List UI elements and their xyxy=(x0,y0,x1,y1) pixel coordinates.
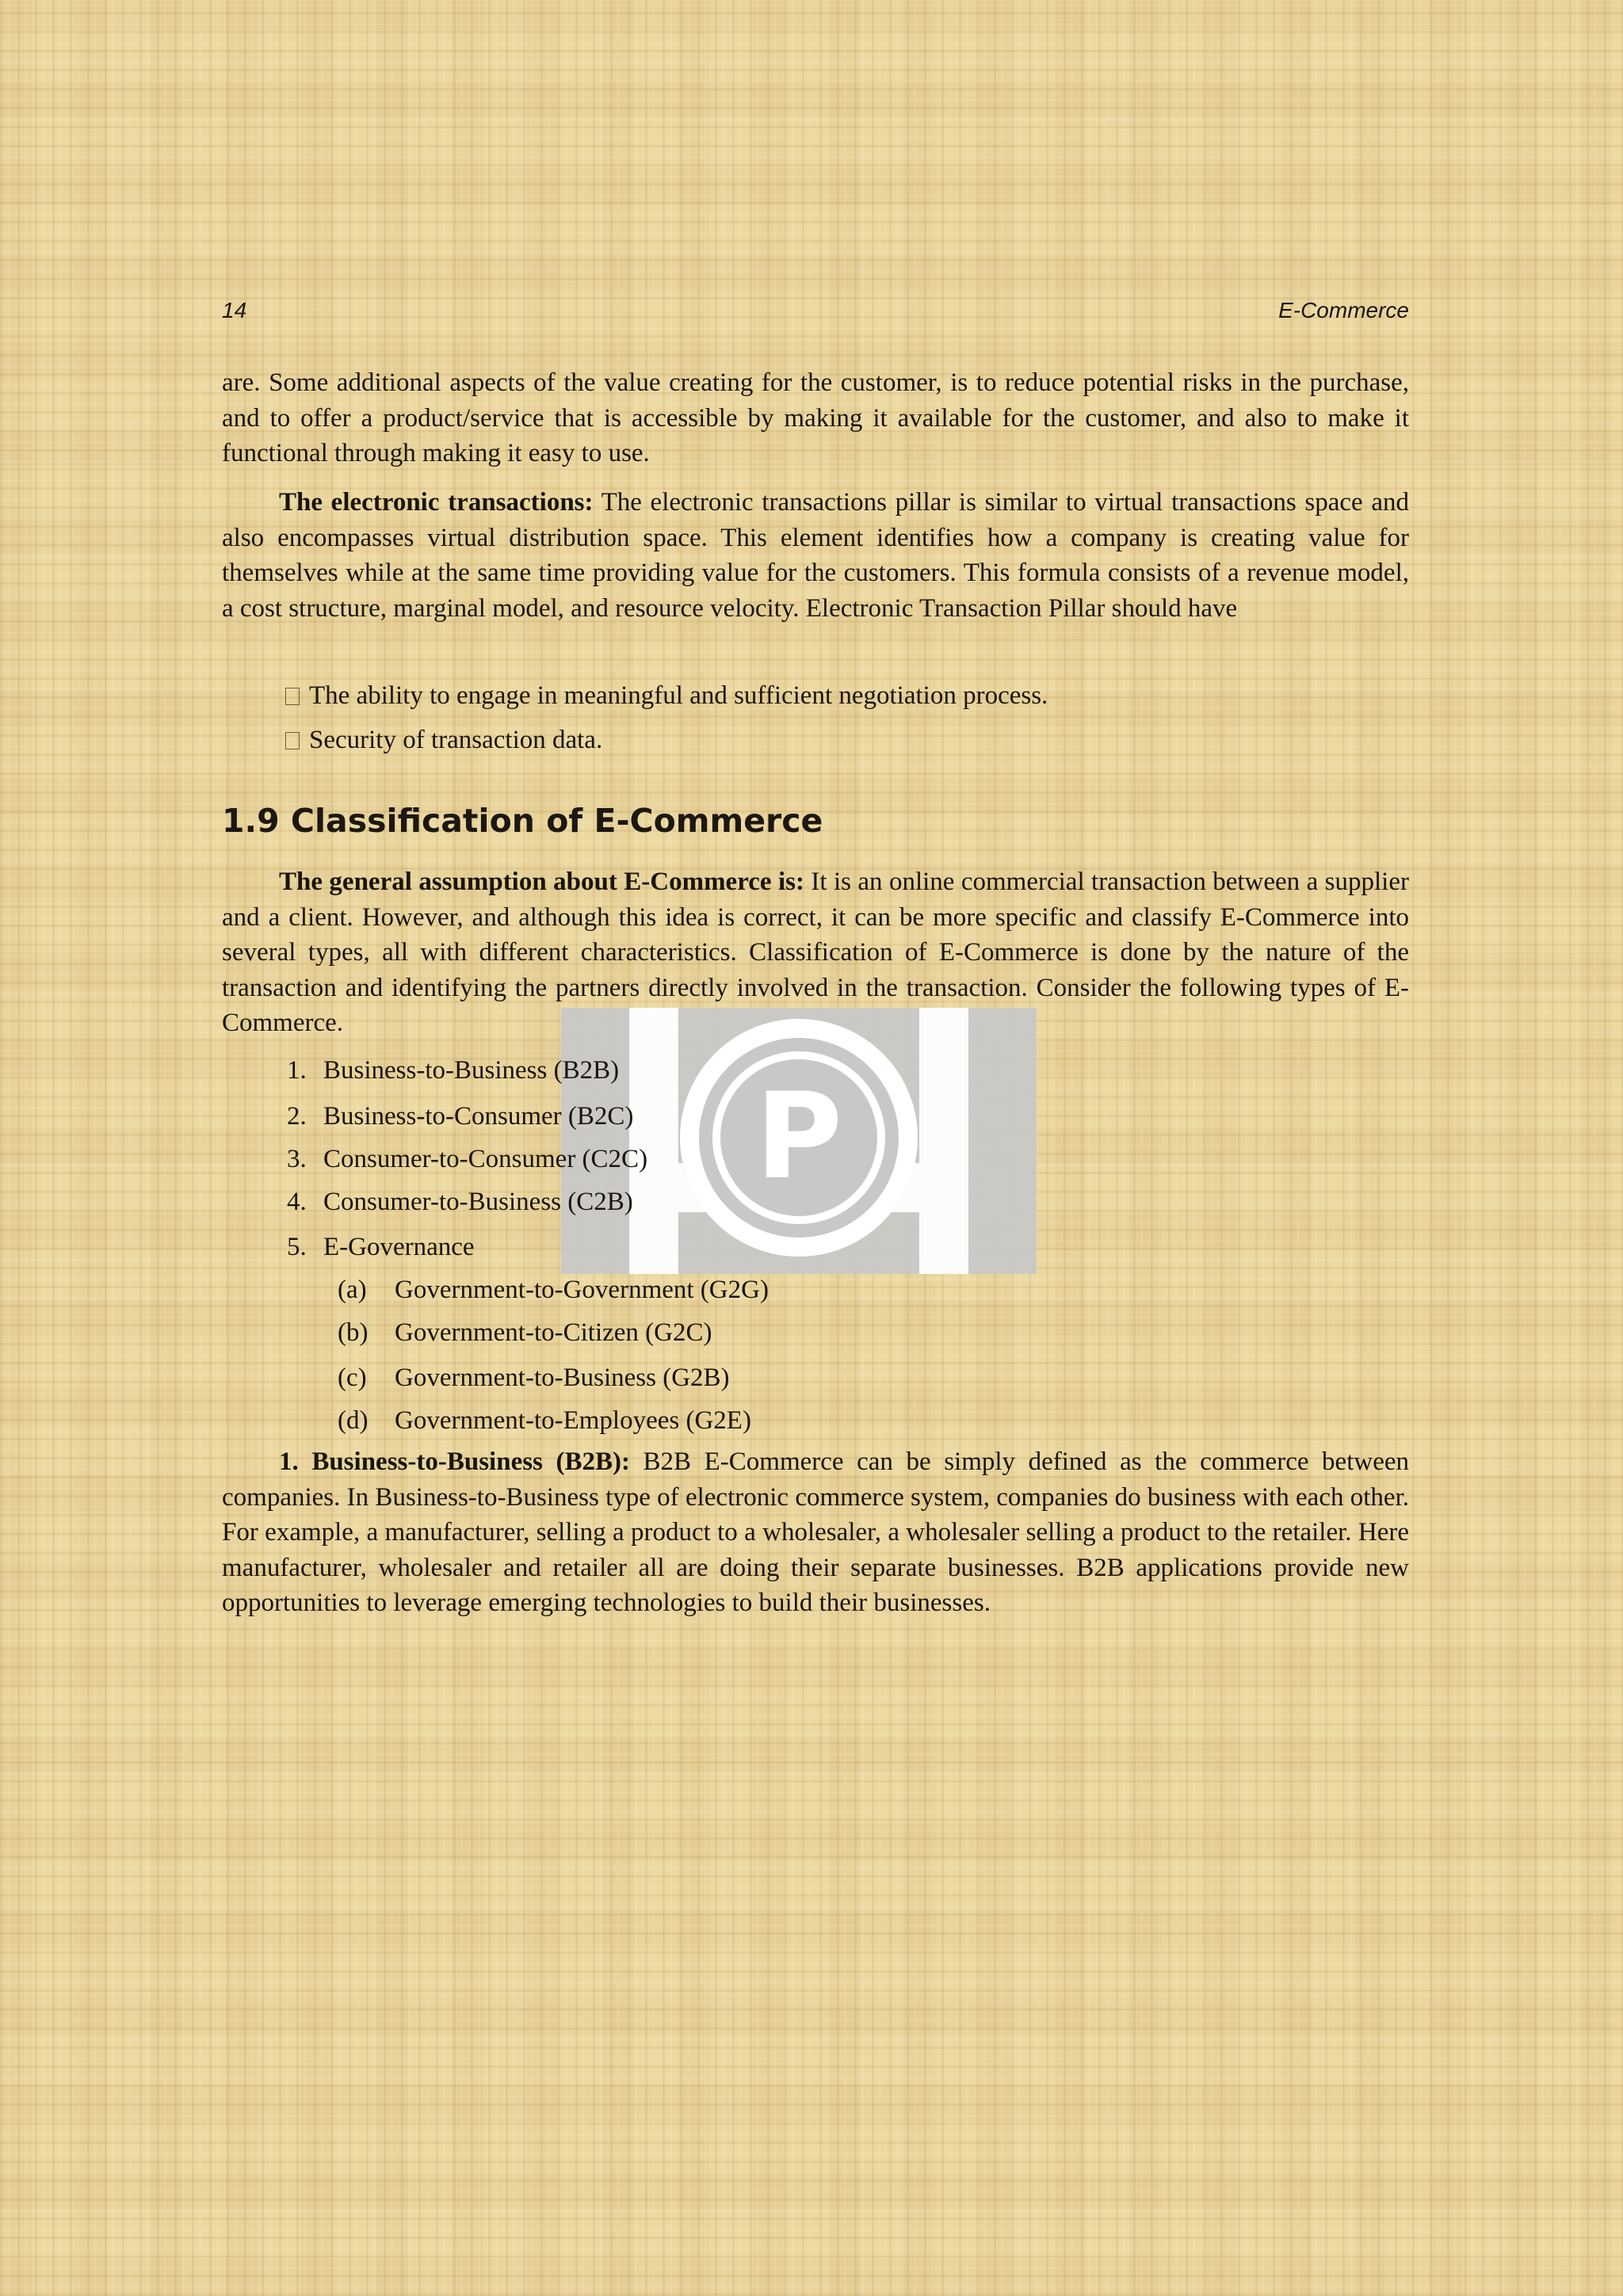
paragraph-body-general-assumption: It is an online commercial transaction between a supplier and a client. However, and although this idea is correct, it can be more specific and classify E-Commerce into several types, all with different characteristics. Classification of E-Commerce is done by the nature of the transaction and identifying the partners directly involved in the transaction. Consider the following types of E-Commerce. xyxy=(222,868,1409,1037)
svg-text:P: P xyxy=(755,1068,842,1206)
sub-list-marker: (b) xyxy=(338,1318,369,1347)
paragraph-value-creation: are. Some additional aspects of the value creating for the customer, is to reduce potential risks in the purchase, and to offer a product/service that is accessible by making it available for the customer, and also to make it functional through making it easy to use. xyxy=(222,368,1409,467)
bullet-item xyxy=(285,723,602,757)
list-marker: 4. xyxy=(287,1188,307,1216)
list-marker: 1. xyxy=(287,1056,307,1085)
bullet-box-icon xyxy=(285,732,300,749)
list-item-text: E-Governance xyxy=(323,1233,475,1261)
paragraph-b2b xyxy=(222,1444,1409,1621)
paragraph-body-electronic-transactions: The electronic transactions pillar is similar to virtual transactions space and also encompasses virtual distribution space. This element identifies how a company is creating value for themselves while at the same time providing value for the customers. This formula consists of a revenue model, a cost structure, marginal model, and resource velocity. Electronic Transaction Pillar should have xyxy=(222,488,1409,623)
paragraph-lead-general-assumption: The general assumption about E-Commerce is: xyxy=(279,868,804,896)
list-marker: 5. xyxy=(287,1233,307,1261)
document-page xyxy=(222,0,1409,2296)
sub-list-marker: (d) xyxy=(338,1406,369,1435)
page-number: 14 xyxy=(222,298,247,322)
bullet-item xyxy=(285,678,1048,713)
sub-list-item-text: Government-to-Business (G2B) xyxy=(395,1363,730,1392)
list-marker: 3. xyxy=(287,1145,307,1173)
list-item-text: Business-to-Consumer (B2C) xyxy=(323,1102,634,1131)
list-item-text: Consumer-to-Consumer (C2C) xyxy=(323,1145,648,1173)
bullet-text: The ability to engage in meaningful and sufficient negotiation process. xyxy=(309,681,1048,710)
sub-list-item-text: Government-to-Employees (G2E) xyxy=(395,1406,751,1435)
bullet-box-icon xyxy=(285,688,300,705)
list-marker: 2. xyxy=(287,1102,307,1131)
running-header xyxy=(222,295,1409,326)
list-item-text: Consumer-to-Business (C2B) xyxy=(323,1188,633,1216)
sub-list-item-text: Government-to-Citizen (G2C) xyxy=(395,1318,712,1347)
paragraph-lead-electronic-transactions: The electronic transactions: xyxy=(279,488,594,517)
list-item-text: Business-to-Business (B2B) xyxy=(323,1056,620,1085)
paragraph-body-b2b: B2B E-Commerce can be simply defined as the commerce between companies. In Business-to-Business type of electronic commerce system, companies do business with each other. For example, a manufacturer, selling a product to a wholesaler, a wholesaler selling a product to the retailer. Here manufacturer, wholesaler and retailer all are doing their separate businesses. B2B applications provide new opportunities to leverage emerging technologies to build their businesses. xyxy=(222,1447,1409,1617)
paragraph-electronic-transactions xyxy=(222,485,1409,626)
running-title: E-Commerce xyxy=(1278,298,1409,322)
logo-p-icon xyxy=(561,1008,1037,1274)
sub-list-item-text: Government-to-Government (G2G) xyxy=(395,1276,769,1304)
paragraph-lead-b2b: 1. Business-to-Business (B2B): xyxy=(279,1447,630,1476)
section-heading: 1.9 Classification of E-Commerce xyxy=(222,802,823,840)
bullet-text: Security of transaction data. xyxy=(309,726,603,754)
sub-list-marker: (a) xyxy=(338,1276,367,1304)
publisher-logo-watermark xyxy=(561,1008,1037,1274)
sub-list-marker: (c) xyxy=(338,1363,367,1392)
